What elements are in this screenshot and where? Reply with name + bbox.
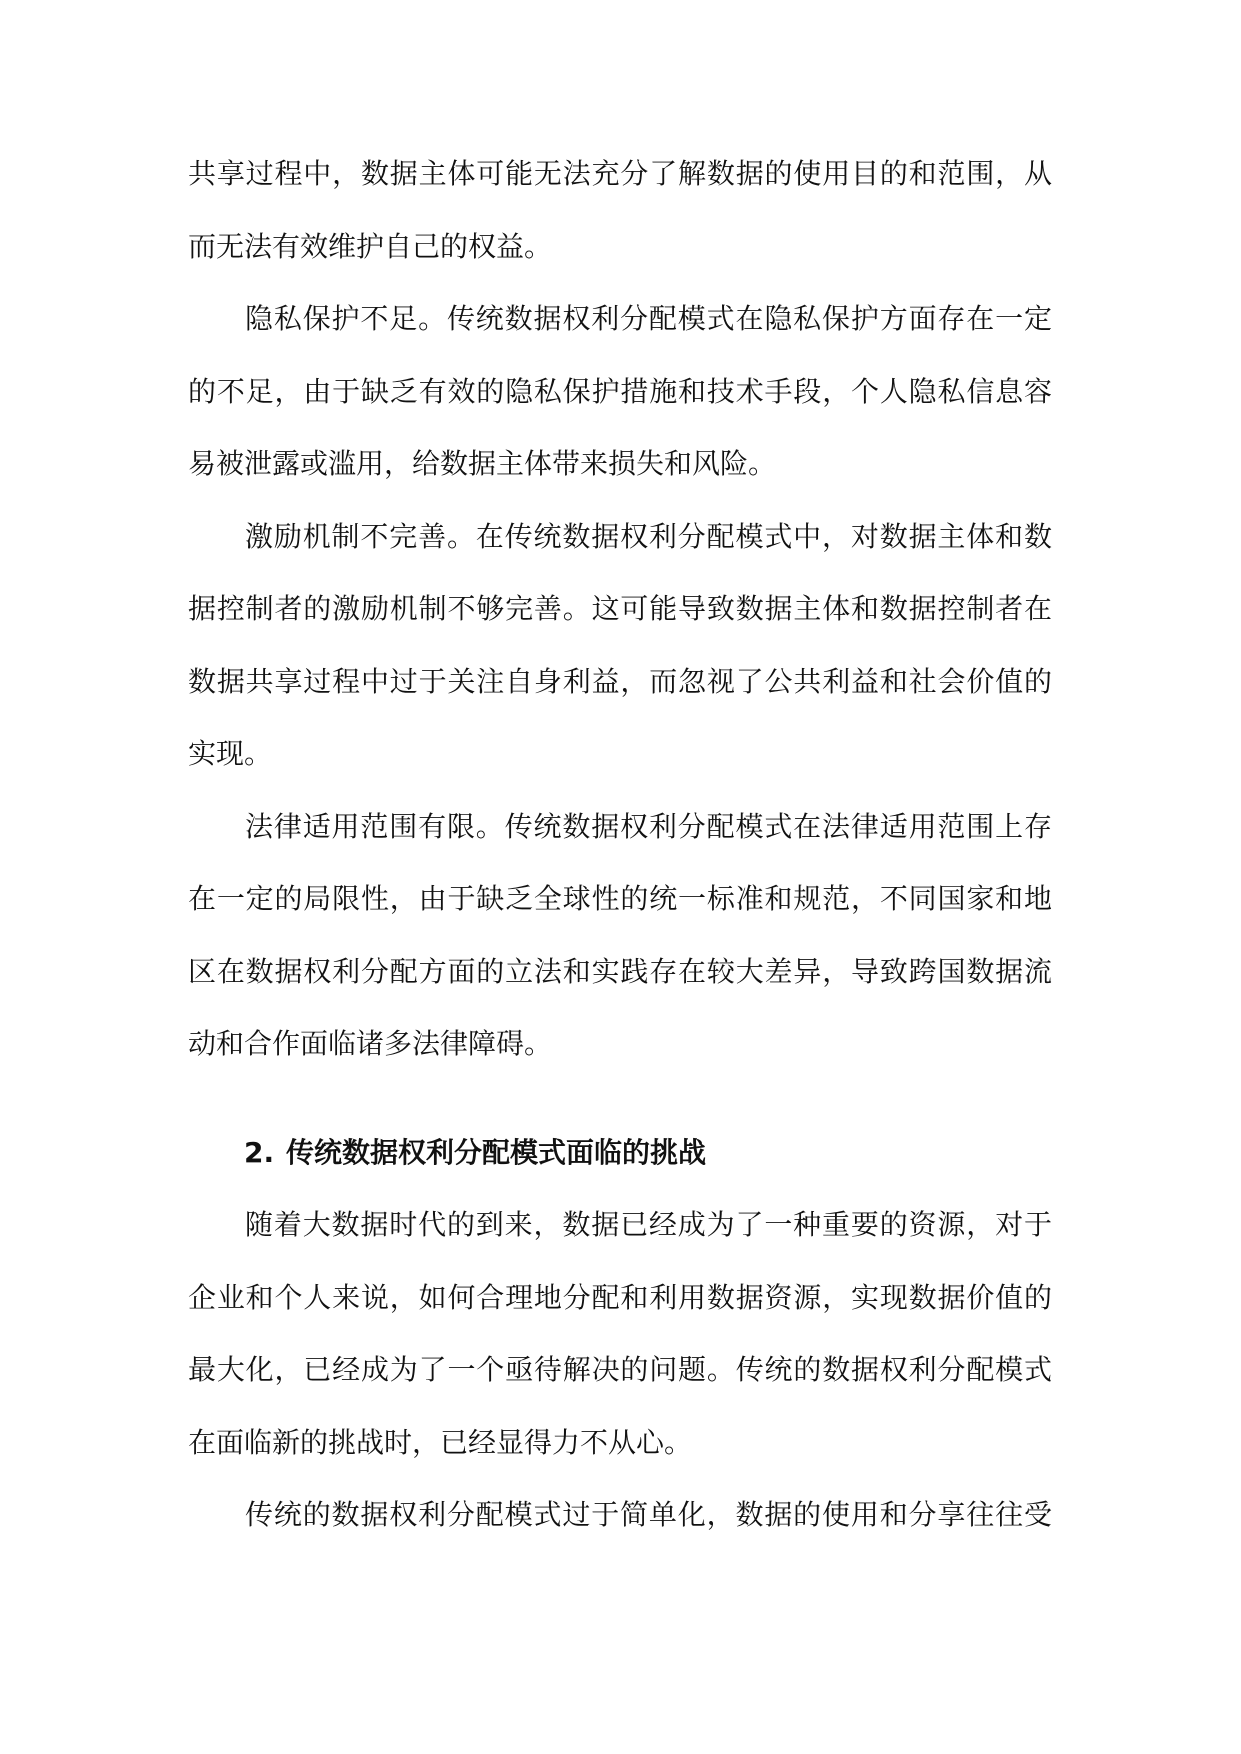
text-line: 据控制者的激励机制不够完善。这可能导致数据主体和数据控制者在 [188,592,1052,625]
section-title: 传统数据权利分配模式面临的挑战 [286,1135,707,1169]
text-line: 在面临新的挑战时，已经显得力不从心。 [188,1425,693,1459]
text-line: 易被泄露或滥用，给数据主体带来损失和风险。 [188,447,777,480]
text-line: 而无法有效维护自己的权益。 [188,229,553,263]
text-line: 在一定的局限性，由于缺乏全球性的统一标准和规范，不同国家和地 [188,882,1052,915]
text-line: 数据共享过程中过于关注自身利益，而忽视了公共利益和社会价值的 [188,664,1052,698]
document-body [188,138,1052,1552]
text-line: 激励机制不完善。在传统数据权利分配模式中，对数据主体和数 [245,519,1052,553]
text-line: 实现。 [188,737,273,770]
text-line: 传统的数据权利分配模式过于简单化，数据的使用和分享往往受 [245,1498,1052,1531]
text-line: 共享过程中，数据主体可能无法充分了解数据的使用目的和范围，从 [188,157,1052,190]
section-number: 2. [244,1135,275,1169]
text-line: 随着大数据时代的到来，数据已经成为了一种重要的资源，对于 [245,1208,1052,1241]
text-line: 最大化，已经成为了一个亟待解决的问题。传统的数据权利分配模式 [188,1353,1052,1386]
text-line: 法律适用范围有限。传统数据权利分配模式在法律适用范围上存 [245,809,1052,843]
text-line: 隐私保护不足。传统数据权利分配模式在隐私保护方面存在一定 [245,302,1052,335]
text-line: 区在数据权利分配方面的立法和实践存在较大差异，导致跨国数据流 [188,954,1052,988]
text-line: 动和合作面临诸多法律障碍。 [188,1027,553,1060]
section-heading [188,1117,1052,1190]
text-line: 的不足，由于缺乏有效的隐私保护措施和技术手段，个人隐私信息容 [188,374,1052,408]
text-line: 企业和个人来说，如何合理地分配和利用数据资源，实现数据价值的 [188,1280,1052,1314]
section-gap [188,1081,1052,1117]
